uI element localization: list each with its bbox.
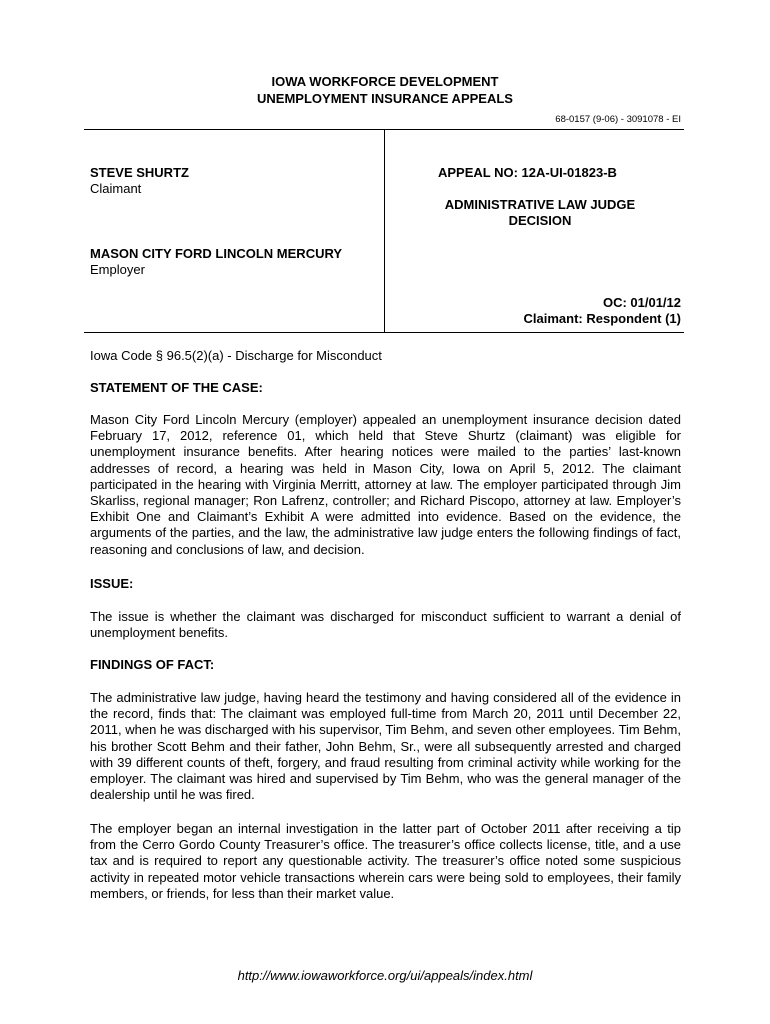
statement-heading: STATEMENT OF THE CASE: <box>90 380 263 395</box>
division-title: UNEMPLOYMENT INSURANCE APPEALS <box>257 91 513 106</box>
claimant-label: Claimant <box>90 181 142 196</box>
footer-url-link[interactable]: http://www.iowaworkforce.org/ui/appeals/index.html <box>237 968 533 983</box>
findings-text-2: The employer began an internal investigation in the latter part of October 2011 after receiving a tip from the Cerro Gordo County Treasurer’s office. The treasurer’s office collects license, title, and a use tax and is required to report any questionable activity. The treasurer’s office noted some suspicious activity in repeated motor vehicle transactions wherein cars were being sold to employees, their family members, or friends, for less than their market value. <box>90 821 681 901</box>
header-vertical-divider <box>384 129 385 332</box>
header-bottom-rule <box>84 332 684 333</box>
findings-heading: FINDINGS OF FACT: <box>90 657 215 672</box>
findings-text-1: The administrative law judge, having heard the testimony and having considered all of the evidence in the record, finds that: The claimant was employed full-time from March 20, 2011 until December 22, 2011, when he was discharged with his supervisor, Tim Behm, and seven other employees. Tim Behm, his brother Scott Behm and their father, John Behm, Sr., were all subsequently arrested and charged with 39 different counts of theft, forgery, and fraud resulting from criminal activity while working for the employer. The claimant was hired and supervised by Tim Behm, who was the general manager of the dealership until he was fired. <box>90 690 681 803</box>
appeal-number: APPEAL NO: 12A-UI-01823-B <box>438 165 617 180</box>
decision-title-line2: DECISION <box>508 213 572 228</box>
employer-name: MASON CITY FORD LINCOLN MERCURY <box>90 246 343 261</box>
claimant-role: Claimant: Respondent (1) <box>523 311 681 326</box>
form-number: 68-0157 (9-06) - 3091078 - EI <box>555 114 681 125</box>
agency-title: IOWA WORKFORCE DEVELOPMENT <box>271 74 499 89</box>
statement-text: Mason City Ford Lincoln Mercury (employer) appealed an unemployment insurance decision dated February 17, 2012, reference 01, which held that Steve Shurtz (claimant) was eligible for unemployment insurance benefits. After hearing notices were mailed to the parties’ last-known addresses of record, a hearing was held in Mason City, Iowa on April 5, 2012. The claimant participated in the hearing with Virginia Merritt, attorney at law. The employer participated through Jim Skarliss, regional manager; Ron Lafrenz, controller; and Richard Piscopo, attorney at law. Employer’s Exhibit One and Claimant’s Exhibit A were admitted into evidence. Based on the evidence, the arguments of the parties, and the law, the administrative law judge enters the following findings of fact, reasoning and conclusions of law, and decision. <box>90 412 681 557</box>
code-reference: Iowa Code § 96.5(2)(a) - Discharge for Misconduct <box>90 348 382 363</box>
issue-text: The issue is whether the claimant was discharged for misconduct sufficient to warrant a denial of unemployment benefits. <box>90 609 681 641</box>
issue-heading: ISSUE: <box>90 576 134 591</box>
claimant-name: STEVE SHURTZ <box>90 165 189 180</box>
employer-label: Employer <box>90 262 145 277</box>
oc-date: OC: 01/01/12 <box>602 295 681 310</box>
decision-title-line1: ADMINISTRATIVE LAW JUDGE <box>444 197 636 212</box>
